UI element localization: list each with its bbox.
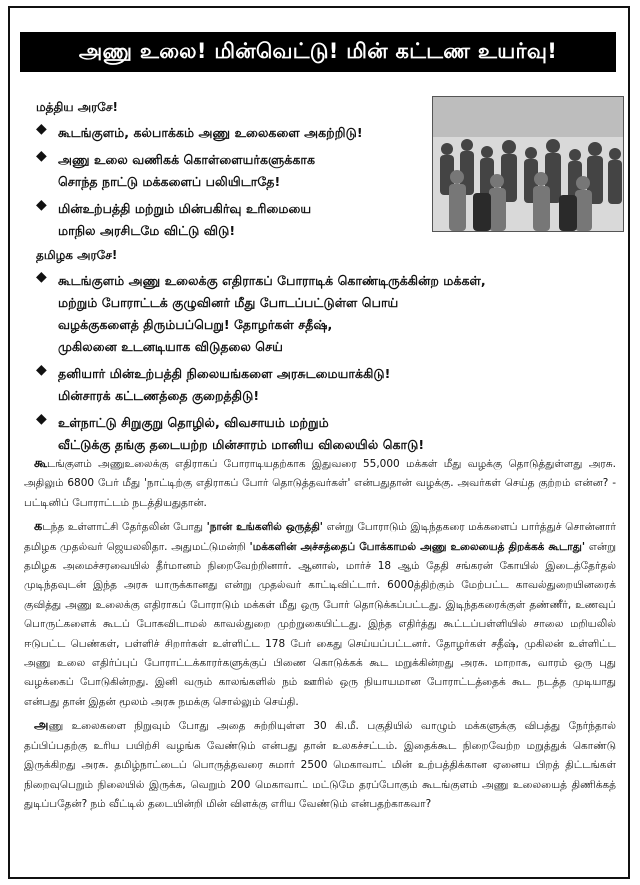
diamond-bullet-icon: ◆: [36, 269, 47, 285]
banner-title-text: அணு உலை! மின்வெட்டு! மின் கட்டண உயர்வு!: [78, 38, 558, 63]
central-demand-1: ◆ கூடங்குளம், கல்பாக்கம் அணு உலைகளை அகற்றிடு!: [36, 121, 363, 140]
state-demand-2: ◆ தனியார் மின்உற்பத்தி நிலையங்களை அரசுடமையாக்கிடு! மின்சாரக் கட்டணத்தை குறைத்திடு!: [36, 362, 391, 403]
diamond-bullet-icon: ◆: [36, 362, 47, 378]
paragraph-1: கூடங்குளம் அணுஉலைக்கு எதிராகப் போராடியதற்காக இதுவரை 55,000 மக்கள் மீது வழக்கு தொடுத்துள்ளது அரசு. அதிலும் 6800 பேர் மீது 'நாட்டிற்கு எதிராகப் போர் தொடுத்தவர்கள்' என்பதுதான் வழக்கு. அவர்கள் செய்த குற்றம் என்ன? - பட்டினிப் போராட்டம் நடத்தியதுதான்.: [24, 456, 616, 509]
state-demand-3: ◆ உள்நாட்டு சிறுகுறு தொழில், விவசாயம் மற்றும் வீட்டுக்கு தங்கு தடையற்ற மின்சாரம் மானிய விலையில் கொடு!: [36, 411, 425, 452]
central-govt-heading: மத்திய அரசே!: [36, 100, 118, 114]
central-demand-3: ◆ மின்உற்பத்தி மற்றும் மின்பகிர்வு உரிமையை மாநில அரசிடமே விட்டு விடு!: [36, 197, 312, 238]
quote-cm: 'நான் உங்களில் ஒருத்தி': [206, 521, 324, 534]
quote-cabinet-resolution: 'மக்களின் அச்சத்தைப் போக்காமல் அணு உலையைத் திறக்கக் கூடாது': [249, 540, 586, 553]
central-govt-section: [36, 100, 363, 247]
article-body: [24, 454, 616, 818]
paragraph-3: அணு உலைகளை நிறுவும் போது அதை சுற்றியுள்ள 30 கி.மீ. பகுதியில் வாழும் மக்களுக்கு விபத்து நேர்ந்தால் தப்பிப்பதற்கு உரிய பயிற்சி வழங்க வேண்டும் என்பது தான் உலகச்சட்டம். இதைக்கூட நிறைவேற்ற மறுத்துக் கொண்டு இருக்கிறது அரசு. தமிழ்நாட்டைப் பொருத்தவரை சுமார் 2500 மெகாவாட் மின் உற்பத்திக்கான ஏனைய பிறத் திட்டங்கள் நிறைவுபெறும் நிலையில் இருக்க, வெறும் 200 மெகாவாட் மட்டுமே தரப்போகும் கூடங்குளம் அணு உலையைத் திணிக்கத் துடிப்பதேன்? நம் வீட்டில் தடையின்றி மின் விளக்கு எரிய வேண்டும் என்பதற்காகவா?: [24, 718, 616, 810]
central-demand-2: ◆ அணு உலை வணிகக் கொள்ளையர்களுக்காக சொந்த நாட்டு மக்களைப் பலியிடாதே!: [36, 148, 316, 189]
diamond-bullet-icon: ◆: [36, 197, 47, 213]
crowd-image: [433, 97, 623, 231]
diamond-bullet-icon: ◆: [36, 148, 47, 164]
state-govt-section: [36, 248, 486, 461]
banner-title: [20, 32, 616, 72]
paragraph-2: கடந்த உள்ளாட்சி தேர்தலின் போது 'நான் உங்களில் ஒருத்தி' என்று போராடும் இடிந்தகரை மக்களைப் பார்த்துச் சொன்னார் தமிழக முதல்வர் ஜெயலலிதா. அதுமட்டுமன்றி 'மக்களின் அச்சத்தைப் போக்காமல் அணு உலையைத் திறக்கக் கூடாது' என்று தமிழக அமைச்சரவையில் தீர்மானம் நிறைவேற்றினார். ஆனால், மார்ச் 18 ஆம் தேதி சங்கரன் கோயில் இடைத்தேர்தல் முடிந்தவுடன் இந்த அரசு யாருக்கானது என்று முதல்வர் காட்டிவிட்டார். 6000த்திற்கும் மேற்பட்ட காவல்துறையினரைக் குவித்து அணு உலைக்கு எதிராகப் போராடும் மக்கள் மீது ஒரு போர் தொடுக்கப்பட்டது. இடிந்தகரைக்குள் தண்ணீர், உணவுப் பொருட்களைக் கூடப் போகவிடாமல் காவல்துறை முற்றுகையிட்டது. இந்த எதிர்த்து கூட்டப்பள்ளியில் சாலை மறியலில் ஈடுபட்ட பெண்கள், பள்ளிச் சிறார்கள் உள்ளிட்ட 178 பேர் கைது செய்யப்பட்டனர். தோழர்கள் சதீஷ், முகிலன் உள்ளிட்ட அணு உலை எதிர்ப்புப் போராட்டக்காரர்களுக்குப் பிணை கொடுக்கக் கூட மறுக்கின்றது அரசு. மாறாக, வாரம் ஒரு புது வழக்கைப் போடுகின்றது. இனி வரும் காலங்களில் நம் ஊரில் ஒரு நியாயமான போராட்டத்தைக் கூட நடத்த முடியாது என்பது தான் இதன் மூலம் அரசு நமக்கு சொல்லும் செய்தி.: [24, 519, 616, 708]
protest-crowd-photo: [432, 96, 624, 232]
diamond-bullet-icon: ◆: [36, 121, 47, 137]
state-demand-1: ◆ கூடங்குளம் அணு உலைக்கு எதிராகப் போராடிக் கொண்டிருக்கின்ற மக்கள், மற்றும் போராட்டக் குழுவினர் மீது போடப்பட்டுள்ள பொய் வழக்குகளைத் திரும்பப்பெறு! தோழர்கள் சதீஷ், முகிலனை உடனடியாக விடுதலை செய்: [36, 269, 486, 354]
state-govt-heading: தமிழக அரசே!: [36, 248, 118, 262]
diamond-bullet-icon: ◆: [36, 411, 47, 427]
